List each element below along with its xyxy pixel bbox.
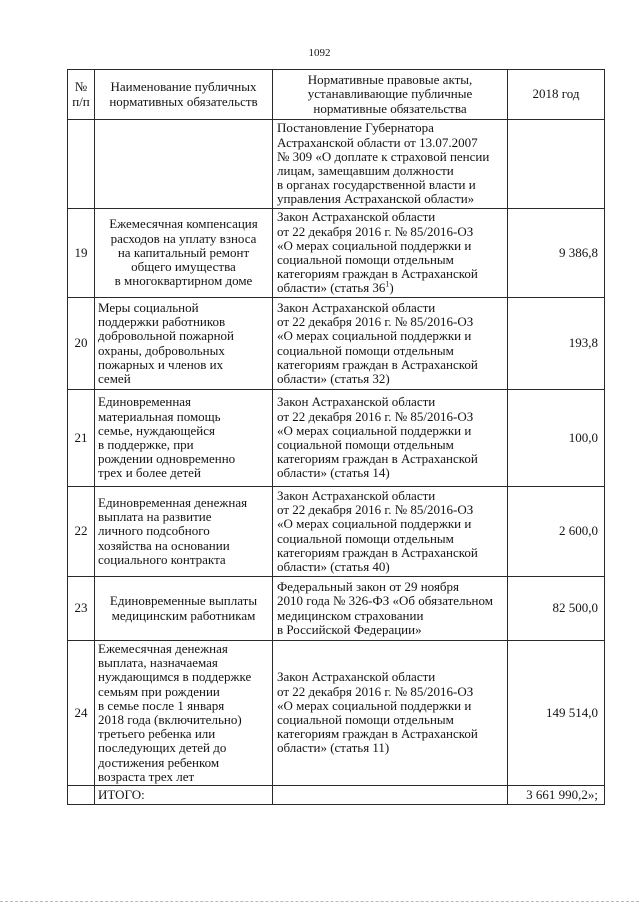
legal-act: Федеральный закон от 29 ноября 2010 года № 326-ФЗ «Об обязательном медицинском страховании в Российской Федерации»	[273, 577, 508, 641]
article-superscript: 1	[385, 280, 390, 290]
header-name: Наименование публичных нормативных обязательств	[95, 70, 273, 120]
header-row	[68, 70, 605, 120]
legal-act: Закон Астраханской области от 22 декабря 2016 г. № 85/2016-ОЗ «О мерах социальной поддержки и социальной помощи отдельным категориям граждан в Астраханской области» (статья 11)	[273, 641, 508, 786]
total-label: ИТОГО:	[95, 786, 273, 805]
row-number	[68, 120, 95, 209]
header-acts: Нормативные правовые акты, устанавливающие публичные нормативные обязательства	[273, 70, 508, 120]
header-num: № п/п	[68, 70, 95, 120]
row-number: 23	[68, 577, 95, 641]
row-number: 19	[68, 209, 95, 298]
legal-act: Закон Астраханской области от 22 декабря 2016 г. № 85/2016-ОЗ «О мерах социальной поддержки и социальной помощи отдельным категориям граждан в Астраханской области» (статья 32)	[273, 298, 508, 390]
obligation-name: Ежемесячная компенсация расходов на уплату взноса на капитальный ремонт общего имущества в многоквартирном доме	[95, 209, 273, 298]
table-row	[68, 209, 605, 298]
table-row	[68, 120, 605, 209]
table-row	[68, 298, 605, 390]
table-row	[68, 577, 605, 641]
amount-2018: 149 514,0	[508, 641, 605, 786]
amount-2018: 100,0	[508, 390, 605, 487]
amount-2018: 82 500,0	[508, 577, 605, 641]
row-number: 22	[68, 487, 95, 577]
header-year: 2018 год	[508, 70, 605, 120]
obligation-name: Ежемесячная денежная выплата, назначаемая нуждающимся в поддержке семьям при рождении в семье после 1 января 2018 года (включительно) третьего ребенка или последующих детей до достижения ребенком возраста трех лет	[95, 641, 273, 786]
legal-act: Закон Астраханской области от 22 декабря 2016 г. № 85/2016-ОЗ «О мерах социальной поддержки и социальной помощи отдельным категориям граждан в Астраханской области» (статья $36^1$)	[273, 209, 508, 298]
table-row	[68, 390, 605, 487]
table-row	[68, 487, 605, 577]
row-number: 24	[68, 641, 95, 786]
amount-2018	[508, 120, 605, 209]
page-number: 1092	[308, 47, 331, 59]
table-row	[68, 641, 605, 786]
amount-2018: 9 386,8	[508, 209, 605, 298]
obligations-table	[67, 69, 605, 805]
legal-act: Закон Астраханской области от 22 декабря 2016 г. № 85/2016-ОЗ «О мерах социальной поддержки и социальной помощи отдельным категориям граждан в Астраханской области» (статья 40)	[273, 487, 508, 577]
total-act-cell	[273, 786, 508, 805]
obligation-name: Единовременная денежная выплата на развитие личного подсобного хозяйства на основании социального контракта	[95, 487, 273, 577]
obligation-name: Единовременная материальная помощь семье, нуждающейся в поддержке, при рождении одновременно трех и более детей	[95, 390, 273, 487]
total-row	[68, 786, 605, 805]
page-bottom-rule	[0, 901, 639, 902]
legal-act: Закон Астраханской области от 22 декабря 2016 г. № 85/2016-ОЗ «О мерах социальной поддержки и социальной помощи отдельным категориям граждан в Астраханской области» (статья 14)	[273, 390, 508, 487]
row-number: 20	[68, 298, 95, 390]
total-num-cell	[68, 786, 95, 805]
row-number: 21	[68, 390, 95, 487]
amount-2018: 2 600,0	[508, 487, 605, 577]
legal-act: Постановление Губернатора Астраханской области от 13.07.2007 № 309 «О доплате к страховой пенсии лицам, замещавшим должности в органах государственной власти и управления Астраханской области»	[273, 120, 508, 209]
amount-2018: 193,8	[508, 298, 605, 390]
obligation-name	[95, 120, 273, 209]
obligation-name: Единовременные выплаты медицинским работникам	[95, 577, 273, 641]
total-amount: 3 661 990,2»;	[508, 786, 605, 805]
obligation-name: Меры социальной поддержки работников добровольной пожарной охраны, добровольных пожарных и членов их семей	[95, 298, 273, 390]
